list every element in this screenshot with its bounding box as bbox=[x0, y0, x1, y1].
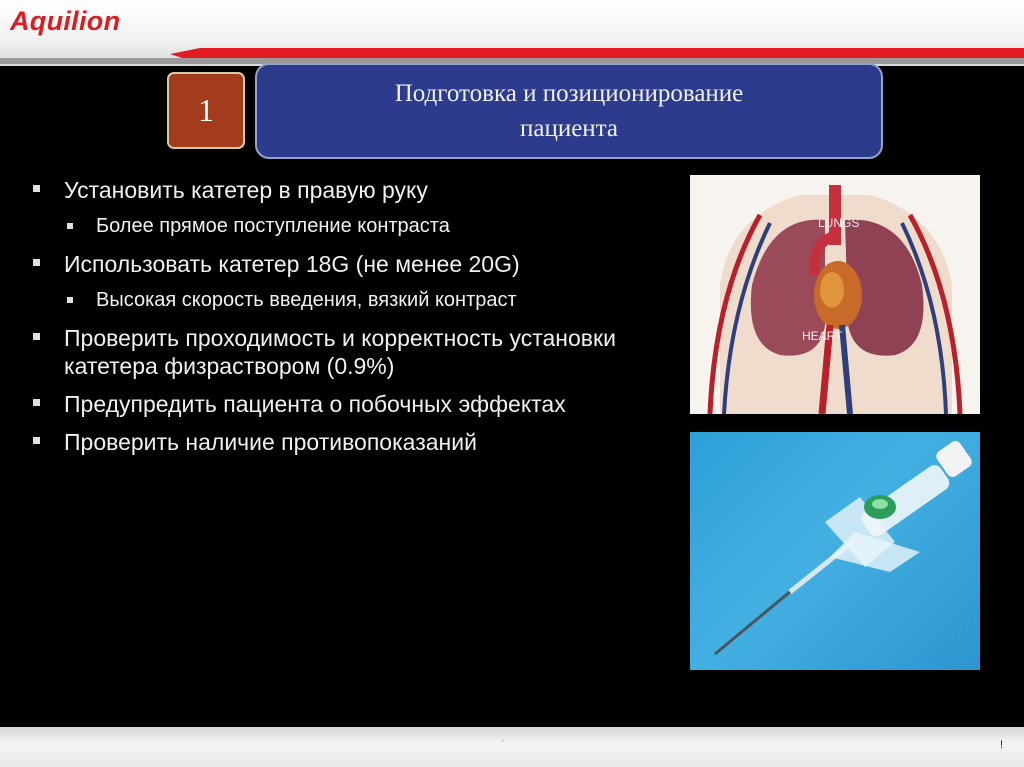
lungs-label: LUNGS bbox=[818, 216, 860, 230]
header-stripe bbox=[0, 48, 1024, 64]
header-bar bbox=[0, 0, 1024, 66]
iv-catheter-icon bbox=[690, 432, 980, 670]
bullet-square-icon bbox=[33, 437, 40, 444]
heart-label: HEART bbox=[802, 329, 843, 343]
sub-bullet-item bbox=[30, 286, 536, 314]
sub-bullet-item bbox=[30, 212, 680, 240]
sub-bullet-text: Более прямое поступление контраста bbox=[96, 215, 450, 237]
bullet-square-icon bbox=[33, 259, 40, 266]
brand-logo: Aquilion bbox=[10, 6, 121, 36]
slide-title-box bbox=[255, 63, 883, 159]
bullet-square-icon bbox=[33, 333, 40, 340]
slide-number-badge: 1 bbox=[167, 72, 245, 149]
bullet-square-icon bbox=[33, 185, 40, 192]
bullet-text: Проверить наличие противопоказаний bbox=[64, 429, 477, 455]
bullet-item bbox=[30, 428, 680, 456]
slide-title-line-1: Подготовка и позиционирование bbox=[394, 80, 744, 107]
footer-bar bbox=[0, 727, 1024, 767]
sub-bullet-square-icon bbox=[67, 223, 73, 229]
bullet-item bbox=[30, 250, 564, 278]
bullet-text: Предупредить пациента о побочных эффектах bbox=[64, 391, 566, 417]
bullet-item bbox=[30, 324, 664, 380]
catheter-photo bbox=[690, 432, 980, 670]
slide-title-line-2: пациента bbox=[519, 115, 619, 142]
bullet-square-icon bbox=[33, 399, 40, 406]
anatomy-illustration bbox=[690, 175, 980, 414]
bullet-text: Установить катетер в правую руку bbox=[64, 177, 428, 203]
bullet-item bbox=[30, 176, 680, 204]
footer-mark-right: ! bbox=[1000, 739, 1004, 751]
bullet-text: Проверить проходимость и корректность установки катетера физраствором (0.9%) bbox=[64, 325, 616, 379]
chest-anatomy-icon bbox=[690, 175, 980, 414]
sub-bullet-text: Высокая скорость введения, вязкий контраст bbox=[96, 289, 517, 311]
bullet-text: Использовать катетер 18G (не менее 20G) bbox=[64, 251, 520, 277]
bullet-list bbox=[30, 176, 680, 466]
sub-bullet-square-icon bbox=[67, 297, 73, 303]
footer-mark-left: ' bbox=[502, 739, 504, 748]
bullet-item bbox=[30, 390, 584, 418]
